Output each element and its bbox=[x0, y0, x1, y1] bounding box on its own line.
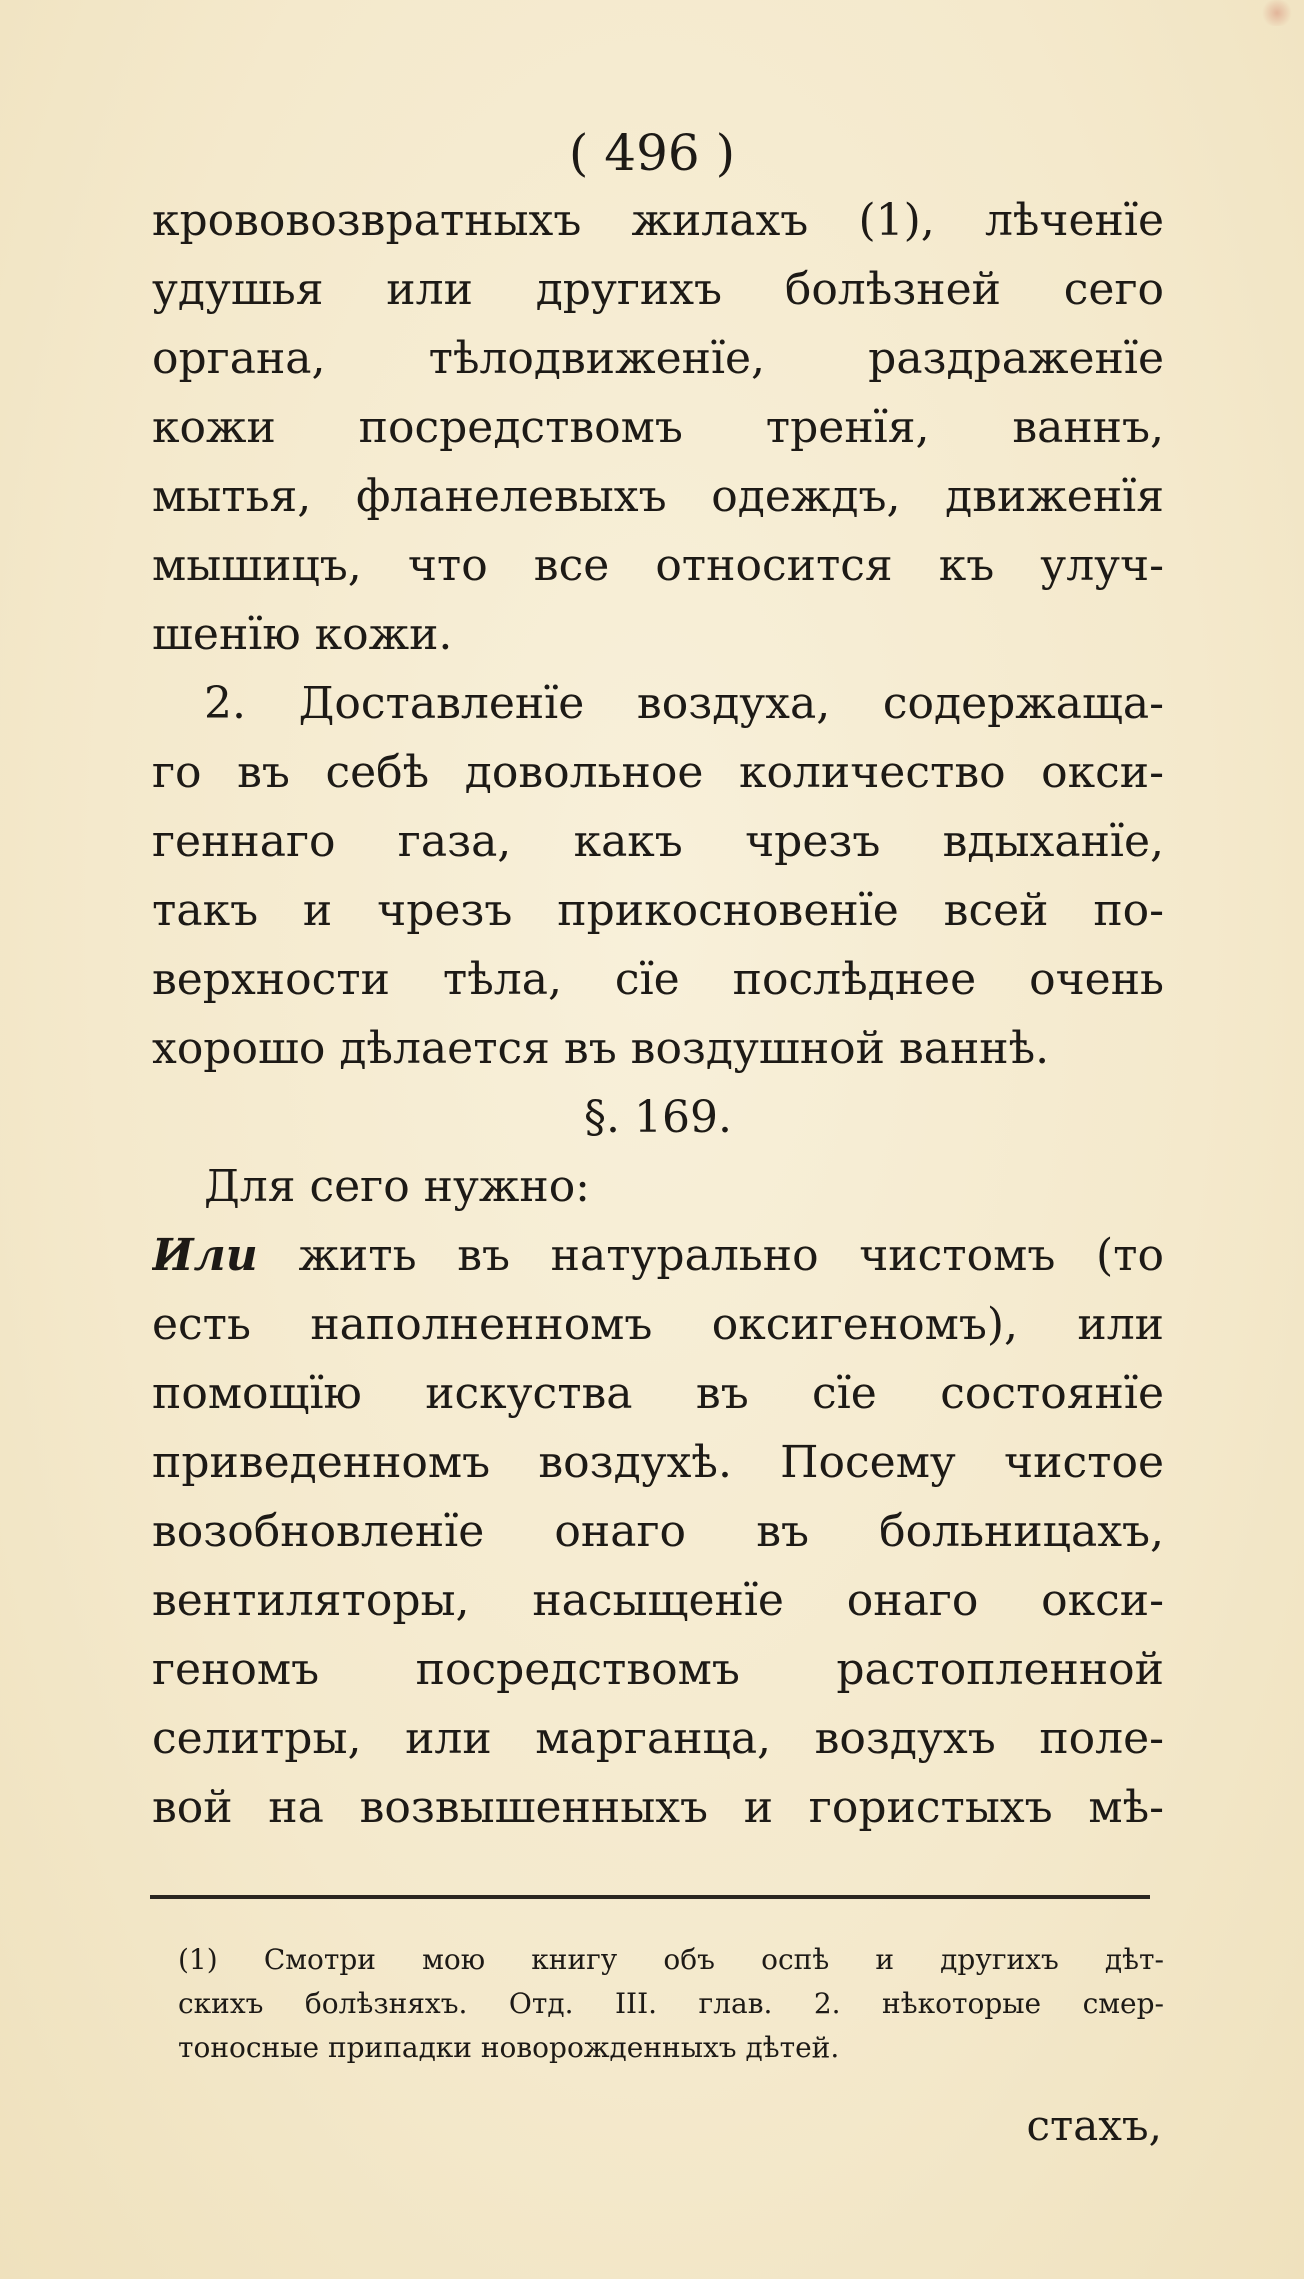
text-line: мытья, фланелевыхъ одеждъ, движенїя bbox=[152, 471, 1164, 522]
text-line: такъ и чрезъ прикосновенїе всей по- bbox=[152, 885, 1164, 936]
text-line: органа, тѣлодвиженїе, раздраженїе bbox=[152, 333, 1164, 384]
footnote-line: (1) Смотри мою книгу объ оспѣ и другихъ дѣт- bbox=[178, 1943, 1164, 1976]
text-line: мышицъ, что все относится къ улуч- bbox=[152, 540, 1164, 591]
text-line: го въ себѣ довольное количество окси- bbox=[152, 747, 1164, 798]
text-line: кожи посредствомъ тренїя, ваннъ, bbox=[152, 402, 1164, 453]
text-line: селитры, или марганца, воздухъ поле- bbox=[152, 1713, 1164, 1764]
footnote bbox=[178, 1938, 1164, 2070]
text-line: геномъ посредствомъ растопленной bbox=[152, 1644, 1164, 1695]
text-line: возобновленїе онаго въ больницахъ, bbox=[152, 1506, 1164, 1557]
text-line: геннаго газа, какъ чрезъ вдыханїе, bbox=[152, 816, 1164, 867]
main-text bbox=[152, 186, 1164, 1842]
text-line: есть наполненномъ оксигеномъ), или bbox=[152, 1299, 1164, 1350]
text-line: шенїю кожи. bbox=[152, 609, 453, 660]
catchword: стахъ, bbox=[1026, 2101, 1162, 2150]
text-line: вой на возвышенныхъ и гористыхъ мѣ- bbox=[152, 1782, 1164, 1833]
footnote-divider bbox=[150, 1895, 1150, 1899]
text-line: хорошо дѣлается въ воздушной ваннѣ. bbox=[152, 1023, 1050, 1074]
text-line bbox=[152, 1221, 1164, 1290]
text-fragment: жить въ натурально чистомъ (то bbox=[298, 1230, 1164, 1281]
text-line: вентиляторы, насыщенїе онаго окси- bbox=[152, 1575, 1164, 1626]
text-line: крововозвратныхъ жилахъ (1), лѣченїе bbox=[152, 195, 1164, 246]
text-line: приведенномъ воздухѣ. Посему чистое bbox=[152, 1437, 1164, 1488]
emphasis-word: Или bbox=[152, 1230, 258, 1281]
footnote-line: тоносные припадки новорожденныхъ дѣтей. bbox=[178, 2031, 840, 2064]
text-line: Для сего нужно: bbox=[204, 1161, 591, 1212]
text-line: помощїю искуства въ сїе состоянїе bbox=[152, 1368, 1164, 1419]
paper-stain bbox=[1262, 0, 1292, 26]
page-number: ( 496 ) bbox=[568, 124, 736, 182]
footnote-line: скихъ болѣзняхъ. Отд. III. глав. 2. нѣкоторые смер- bbox=[178, 1987, 1164, 2020]
text-line: 2. Доставленїе воздуха, содержаща- bbox=[204, 678, 1164, 729]
text-line: удушья или другихъ болѣзней сего bbox=[152, 264, 1164, 315]
section-heading: §. 169. bbox=[584, 1092, 732, 1143]
text-line: верхности тѣла, сїе послѣднее очень bbox=[152, 954, 1164, 1005]
